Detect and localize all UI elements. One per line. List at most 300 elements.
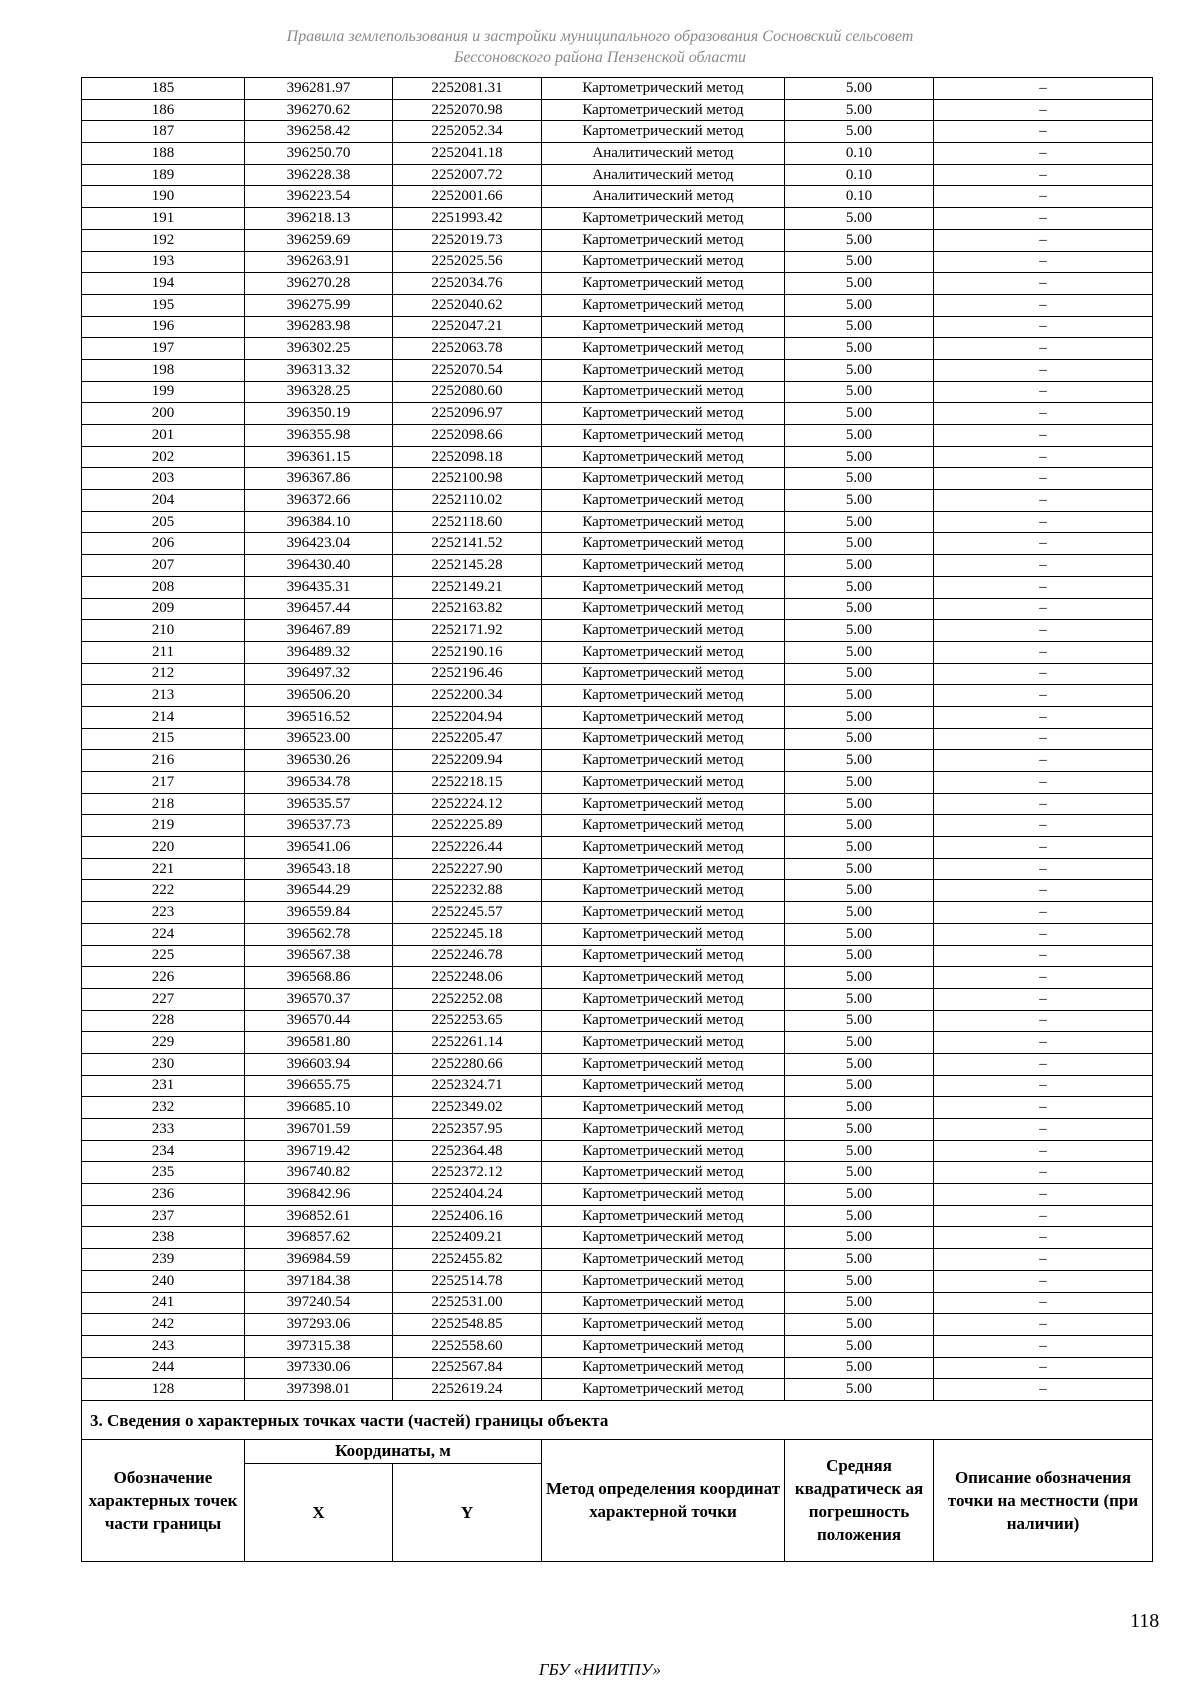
x-coordinate-cell: 396543.18 [245, 858, 393, 880]
x-coordinate-cell: 396570.37 [245, 988, 393, 1010]
point-id-cell: 239 [82, 1249, 245, 1271]
point-id-cell: 195 [82, 294, 245, 316]
description-cell: – [934, 1097, 1153, 1119]
description-cell: – [934, 359, 1153, 381]
table-row [82, 858, 1153, 880]
description-cell: – [934, 294, 1153, 316]
table-row [82, 1119, 1153, 1141]
table-row [82, 685, 1153, 707]
x-coordinate-cell: 396259.69 [245, 229, 393, 251]
table-row [82, 1249, 1153, 1271]
description-cell: – [934, 338, 1153, 360]
point-id-cell: 210 [82, 620, 245, 642]
error-cell: 5.00 [785, 1335, 934, 1357]
error-cell: 5.00 [785, 858, 934, 880]
error-cell: 5.00 [785, 902, 934, 924]
point-id-cell: 128 [82, 1379, 245, 1401]
y-coordinate-cell: 2252025.56 [393, 251, 542, 273]
x-coordinate-cell: 397315.38 [245, 1335, 393, 1357]
error-cell: 5.00 [785, 772, 934, 794]
description-cell: – [934, 641, 1153, 663]
error-cell: 5.00 [785, 1053, 934, 1075]
description-cell: – [934, 772, 1153, 794]
y-coordinate-cell: 2252096.97 [393, 403, 542, 425]
x-coordinate-cell: 396685.10 [245, 1097, 393, 1119]
y-coordinate-cell: 2252118.60 [393, 511, 542, 533]
method-cell: Картометрический метод [542, 1249, 785, 1271]
method-cell: Картометрический метод [542, 490, 785, 512]
x-coordinate-cell: 396361.15 [245, 446, 393, 468]
method-cell: Картометрический метод [542, 685, 785, 707]
method-cell: Картометрический метод [542, 858, 785, 880]
method-cell: Картометрический метод [542, 208, 785, 230]
y-coordinate-cell: 2252558.60 [393, 1335, 542, 1357]
description-cell: – [934, 403, 1153, 425]
table-row [82, 1379, 1153, 1401]
y-coordinate-cell: 2252245.18 [393, 923, 542, 945]
x-coordinate-cell: 396270.62 [245, 99, 393, 121]
error-cell: 5.00 [785, 706, 934, 728]
point-id-cell: 209 [82, 598, 245, 620]
x-coordinate-cell: 397240.54 [245, 1292, 393, 1314]
error-cell: 5.00 [785, 555, 934, 577]
section3-header [82, 1400, 1153, 1561]
table-row [82, 1205, 1153, 1227]
error-cell: 5.00 [785, 1379, 934, 1401]
point-id-cell: 230 [82, 1053, 245, 1075]
description-cell: – [934, 251, 1153, 273]
page-number: 118 [1130, 1610, 1160, 1632]
y-coordinate-cell: 2252190.16 [393, 641, 542, 663]
method-cell: Картометрический метод [542, 1119, 785, 1141]
error-cell: 5.00 [785, 511, 934, 533]
point-id-cell: 231 [82, 1075, 245, 1097]
method-cell: Картометрический метод [542, 945, 785, 967]
method-cell: Картометрический метод [542, 468, 785, 490]
method-cell: Картометрический метод [542, 294, 785, 316]
description-cell: – [934, 663, 1153, 685]
point-id-cell: 244 [82, 1357, 245, 1379]
error-cell: 5.00 [785, 685, 934, 707]
method-cell: Картометрический метод [542, 1227, 785, 1249]
description-cell: – [934, 1119, 1153, 1141]
y-coordinate-cell: 2252364.48 [393, 1140, 542, 1162]
y-coordinate-cell: 2252548.85 [393, 1314, 542, 1336]
method-cell: Картометрический метод [542, 1162, 785, 1184]
x-coordinate-cell: 396350.19 [245, 403, 393, 425]
y-coordinate-cell: 2252372.12 [393, 1162, 542, 1184]
error-cell: 5.00 [785, 1314, 934, 1336]
error-cell: 5.00 [785, 359, 934, 381]
table-row [82, 641, 1153, 663]
table-row [82, 772, 1153, 794]
error-cell: 5.00 [785, 1292, 934, 1314]
method-cell: Картометрический метод [542, 403, 785, 425]
description-cell: – [934, 1075, 1153, 1097]
method-cell: Картометрический метод [542, 229, 785, 251]
method-cell: Картометрический метод [542, 555, 785, 577]
point-id-cell: 232 [82, 1097, 245, 1119]
y-coordinate-cell: 2252224.12 [393, 793, 542, 815]
point-id-cell: 203 [82, 468, 245, 490]
x-coordinate-cell: 396581.80 [245, 1032, 393, 1054]
error-cell: 5.00 [785, 425, 934, 447]
description-cell: – [934, 945, 1153, 967]
point-id-cell: 229 [82, 1032, 245, 1054]
x-coordinate-cell: 396530.26 [245, 750, 393, 772]
point-id-cell: 186 [82, 99, 245, 121]
y-coordinate-cell: 2252063.78 [393, 338, 542, 360]
y-coordinate-cell: 2252145.28 [393, 555, 542, 577]
description-cell: – [934, 121, 1153, 143]
table-row [82, 229, 1153, 251]
table-row [82, 359, 1153, 381]
method-cell: Картометрический метод [542, 1053, 785, 1075]
table-row [82, 1335, 1153, 1357]
y-coordinate-cell: 2252619.24 [393, 1379, 542, 1401]
y-coordinate-cell: 2252200.34 [393, 685, 542, 707]
point-id-cell: 206 [82, 533, 245, 555]
col-method-header: Метод определения координат характерной точки [542, 1439, 785, 1561]
point-id-cell: 242 [82, 1314, 245, 1336]
description-cell: – [934, 837, 1153, 859]
point-id-cell: 227 [82, 988, 245, 1010]
table-row [82, 598, 1153, 620]
error-cell: 5.00 [785, 1097, 934, 1119]
description-cell: – [934, 1053, 1153, 1075]
description-cell: – [934, 99, 1153, 121]
error-cell: 5.00 [785, 815, 934, 837]
description-cell: – [934, 555, 1153, 577]
running-header-line2: Бессоновского района Пензенской области [453, 49, 747, 66]
x-coordinate-cell: 397398.01 [245, 1379, 393, 1401]
table-row [82, 988, 1153, 1010]
method-cell: Картометрический метод [542, 99, 785, 121]
error-cell: 5.00 [785, 273, 934, 295]
method-cell: Картометрический метод [542, 121, 785, 143]
error-cell: 5.00 [785, 880, 934, 902]
table-row [82, 143, 1153, 165]
table-row [82, 750, 1153, 772]
y-coordinate-cell: 2252007.72 [393, 164, 542, 186]
error-cell: 5.00 [785, 945, 934, 967]
point-id-cell: 223 [82, 902, 245, 924]
x-coordinate-cell: 396567.38 [245, 945, 393, 967]
table-row [82, 1140, 1153, 1162]
x-coordinate-cell: 396497.32 [245, 663, 393, 685]
y-coordinate-cell: 2252209.94 [393, 750, 542, 772]
method-cell: Картометрический метод [542, 1357, 785, 1379]
y-coordinate-cell: 2252227.90 [393, 858, 542, 880]
x-coordinate-cell: 396535.57 [245, 793, 393, 815]
point-id-cell: 234 [82, 1140, 245, 1162]
description-cell: – [934, 1357, 1153, 1379]
method-cell: Картометрический метод [542, 446, 785, 468]
point-id-cell: 204 [82, 490, 245, 512]
method-cell: Картометрический метод [542, 1270, 785, 1292]
method-cell: Картометрический метод [542, 706, 785, 728]
description-cell: – [934, 750, 1153, 772]
x-coordinate-cell: 396544.29 [245, 880, 393, 902]
point-id-cell: 222 [82, 880, 245, 902]
table-row [82, 902, 1153, 924]
method-cell: Картометрический метод [542, 316, 785, 338]
y-coordinate-cell: 2252245.57 [393, 902, 542, 924]
y-coordinate-cell: 2252110.02 [393, 490, 542, 512]
error-cell: 0.10 [785, 164, 934, 186]
table-row [82, 1075, 1153, 1097]
method-cell: Картометрический метод [542, 815, 785, 837]
point-id-cell: 236 [82, 1184, 245, 1206]
error-cell: 5.00 [785, 1032, 934, 1054]
point-id-cell: 191 [82, 208, 245, 230]
point-id-cell: 228 [82, 1010, 245, 1032]
method-cell: Картометрический метод [542, 1184, 785, 1206]
description-cell: – [934, 620, 1153, 642]
table-row [82, 837, 1153, 859]
method-cell: Картометрический метод [542, 338, 785, 360]
point-id-cell: 238 [82, 1227, 245, 1249]
y-coordinate-cell: 2252171.92 [393, 620, 542, 642]
table-row [82, 490, 1153, 512]
x-coordinate-cell: 396250.70 [245, 143, 393, 165]
point-id-cell: 219 [82, 815, 245, 837]
x-coordinate-cell: 397293.06 [245, 1314, 393, 1336]
x-coordinate-cell: 396218.13 [245, 208, 393, 230]
y-coordinate-cell: 2252098.18 [393, 446, 542, 468]
col-error-header: Средняя квадратическ ая погрешность положения [785, 1439, 934, 1561]
y-coordinate-cell: 2252204.94 [393, 706, 542, 728]
error-cell: 5.00 [785, 251, 934, 273]
point-id-cell: 214 [82, 706, 245, 728]
table-row [82, 555, 1153, 577]
method-cell: Картометрический метод [542, 598, 785, 620]
table-row [82, 815, 1153, 837]
method-cell: Картометрический метод [542, 425, 785, 447]
coordinates-table-container [81, 77, 1152, 1562]
description-cell: – [934, 598, 1153, 620]
description-cell: – [934, 793, 1153, 815]
description-cell: – [934, 685, 1153, 707]
error-cell: 5.00 [785, 1119, 934, 1141]
x-coordinate-cell: 396384.10 [245, 511, 393, 533]
y-coordinate-cell: 2252514.78 [393, 1270, 542, 1292]
x-coordinate-cell: 396562.78 [245, 923, 393, 945]
description-cell: – [934, 143, 1153, 165]
point-id-cell: 225 [82, 945, 245, 967]
point-id-cell: 213 [82, 685, 245, 707]
error-cell: 0.10 [785, 186, 934, 208]
table-row [82, 273, 1153, 295]
method-cell: Картометрический метод [542, 576, 785, 598]
error-cell: 5.00 [785, 576, 934, 598]
table-row [82, 1292, 1153, 1314]
x-coordinate-cell: 397330.06 [245, 1357, 393, 1379]
x-coordinate-cell: 396534.78 [245, 772, 393, 794]
point-id-cell: 218 [82, 793, 245, 815]
table-row [82, 446, 1153, 468]
x-coordinate-cell: 396655.75 [245, 1075, 393, 1097]
description-cell: – [934, 1335, 1153, 1357]
table-row [82, 1357, 1153, 1379]
description-cell: – [934, 164, 1153, 186]
table-row [82, 425, 1153, 447]
point-id-cell: 190 [82, 186, 245, 208]
description-cell: – [934, 706, 1153, 728]
x-coordinate-cell: 396467.89 [245, 620, 393, 642]
error-cell: 5.00 [785, 641, 934, 663]
point-id-cell: 197 [82, 338, 245, 360]
table-row [82, 251, 1153, 273]
method-cell: Картометрический метод [542, 1032, 785, 1054]
description-cell: – [934, 1205, 1153, 1227]
table-row [82, 728, 1153, 750]
point-id-cell: 187 [82, 121, 245, 143]
y-coordinate-cell: 2252149.21 [393, 576, 542, 598]
x-coordinate-cell: 396857.62 [245, 1227, 393, 1249]
x-coordinate-cell: 396302.25 [245, 338, 393, 360]
method-cell: Картометрический метод [542, 78, 785, 100]
table-row [82, 967, 1153, 989]
table-row [82, 468, 1153, 490]
description-cell: – [934, 1292, 1153, 1314]
point-id-cell: 193 [82, 251, 245, 273]
table-row [82, 121, 1153, 143]
x-coordinate-cell: 396541.06 [245, 837, 393, 859]
error-cell: 5.00 [785, 1205, 934, 1227]
method-cell: Картометрический метод [542, 1010, 785, 1032]
y-coordinate-cell: 2252357.95 [393, 1119, 542, 1141]
point-id-cell: 224 [82, 923, 245, 945]
table-row [82, 1184, 1153, 1206]
table-row [82, 533, 1153, 555]
point-id-cell: 241 [82, 1292, 245, 1314]
method-cell: Картометрический метод [542, 837, 785, 859]
table-row [82, 880, 1153, 902]
description-cell: – [934, 425, 1153, 447]
x-coordinate-cell: 396223.54 [245, 186, 393, 208]
point-id-cell: 216 [82, 750, 245, 772]
x-coordinate-cell: 397184.38 [245, 1270, 393, 1292]
description-cell: – [934, 728, 1153, 750]
error-cell: 5.00 [785, 728, 934, 750]
method-cell: Картометрический метод [542, 902, 785, 924]
y-coordinate-cell: 2252034.76 [393, 273, 542, 295]
point-id-cell: 208 [82, 576, 245, 598]
col-designation-header: Обозначение характерных точек части границы [82, 1439, 245, 1561]
description-cell: – [934, 1010, 1153, 1032]
x-coordinate-cell: 396275.99 [245, 294, 393, 316]
points-table-body [82, 78, 1153, 1401]
y-coordinate-cell: 2252218.15 [393, 772, 542, 794]
description-cell: – [934, 880, 1153, 902]
error-cell: 5.00 [785, 1270, 934, 1292]
method-cell: Картометрический метод [542, 511, 785, 533]
method-cell: Картометрический метод [542, 1314, 785, 1336]
error-cell: 5.00 [785, 1357, 934, 1379]
x-coordinate-cell: 396457.44 [245, 598, 393, 620]
table-row [82, 663, 1153, 685]
x-coordinate-cell: 396701.59 [245, 1119, 393, 1141]
description-cell: – [934, 490, 1153, 512]
y-coordinate-cell: 2252001.66 [393, 186, 542, 208]
error-cell: 5.00 [785, 988, 934, 1010]
description-cell: – [934, 511, 1153, 533]
point-id-cell: 220 [82, 837, 245, 859]
table-row [82, 338, 1153, 360]
y-coordinate-cell: 2252261.14 [393, 1032, 542, 1054]
description-cell: – [934, 468, 1153, 490]
error-cell: 5.00 [785, 1249, 934, 1271]
error-cell: 5.00 [785, 793, 934, 815]
table-row [82, 208, 1153, 230]
error-cell: 5.00 [785, 598, 934, 620]
description-cell: – [934, 533, 1153, 555]
point-id-cell: 202 [82, 446, 245, 468]
point-id-cell: 237 [82, 1205, 245, 1227]
y-coordinate-cell: 2252567.84 [393, 1357, 542, 1379]
y-coordinate-cell: 2252349.02 [393, 1097, 542, 1119]
x-coordinate-cell: 396516.52 [245, 706, 393, 728]
col-y-header: Y [393, 1463, 542, 1561]
description-cell: – [934, 316, 1153, 338]
table-row [82, 316, 1153, 338]
y-coordinate-cell: 2252324.71 [393, 1075, 542, 1097]
error-cell: 5.00 [785, 1227, 934, 1249]
table-row [82, 945, 1153, 967]
description-cell: – [934, 186, 1153, 208]
y-coordinate-cell: 2252404.24 [393, 1184, 542, 1206]
x-coordinate-cell: 396568.86 [245, 967, 393, 989]
table-row [82, 793, 1153, 815]
x-coordinate-cell: 396740.82 [245, 1162, 393, 1184]
table-row [82, 1270, 1153, 1292]
point-id-cell: 188 [82, 143, 245, 165]
table-row [82, 78, 1153, 100]
point-id-cell: 243 [82, 1335, 245, 1357]
y-coordinate-cell: 2252080.60 [393, 381, 542, 403]
point-id-cell: 207 [82, 555, 245, 577]
y-coordinate-cell: 2252280.66 [393, 1053, 542, 1075]
y-coordinate-cell: 2251993.42 [393, 208, 542, 230]
table-row [82, 403, 1153, 425]
y-coordinate-cell: 2252205.47 [393, 728, 542, 750]
point-id-cell: 205 [82, 511, 245, 533]
error-cell: 5.00 [785, 229, 934, 251]
error-cell: 5.00 [785, 78, 934, 100]
section3-title: 3. Сведения о характерных точках части (частей) границы объекта [82, 1400, 1153, 1439]
y-coordinate-cell: 2252253.65 [393, 1010, 542, 1032]
method-cell: Картометрический метод [542, 533, 785, 555]
error-cell: 5.00 [785, 446, 934, 468]
y-coordinate-cell: 2252047.21 [393, 316, 542, 338]
description-cell: – [934, 902, 1153, 924]
x-coordinate-cell: 396984.59 [245, 1249, 393, 1271]
error-cell: 5.00 [785, 490, 934, 512]
description-cell: – [934, 988, 1153, 1010]
point-id-cell: 233 [82, 1119, 245, 1141]
point-id-cell: 211 [82, 641, 245, 663]
table-row [82, 511, 1153, 533]
x-coordinate-cell: 396328.25 [245, 381, 393, 403]
description-cell: – [934, 208, 1153, 230]
col-x-header: X [245, 1463, 393, 1561]
table-row [82, 1097, 1153, 1119]
point-id-cell: 196 [82, 316, 245, 338]
x-coordinate-cell: 396263.91 [245, 251, 393, 273]
table-row [82, 294, 1153, 316]
description-cell: – [934, 1249, 1153, 1271]
